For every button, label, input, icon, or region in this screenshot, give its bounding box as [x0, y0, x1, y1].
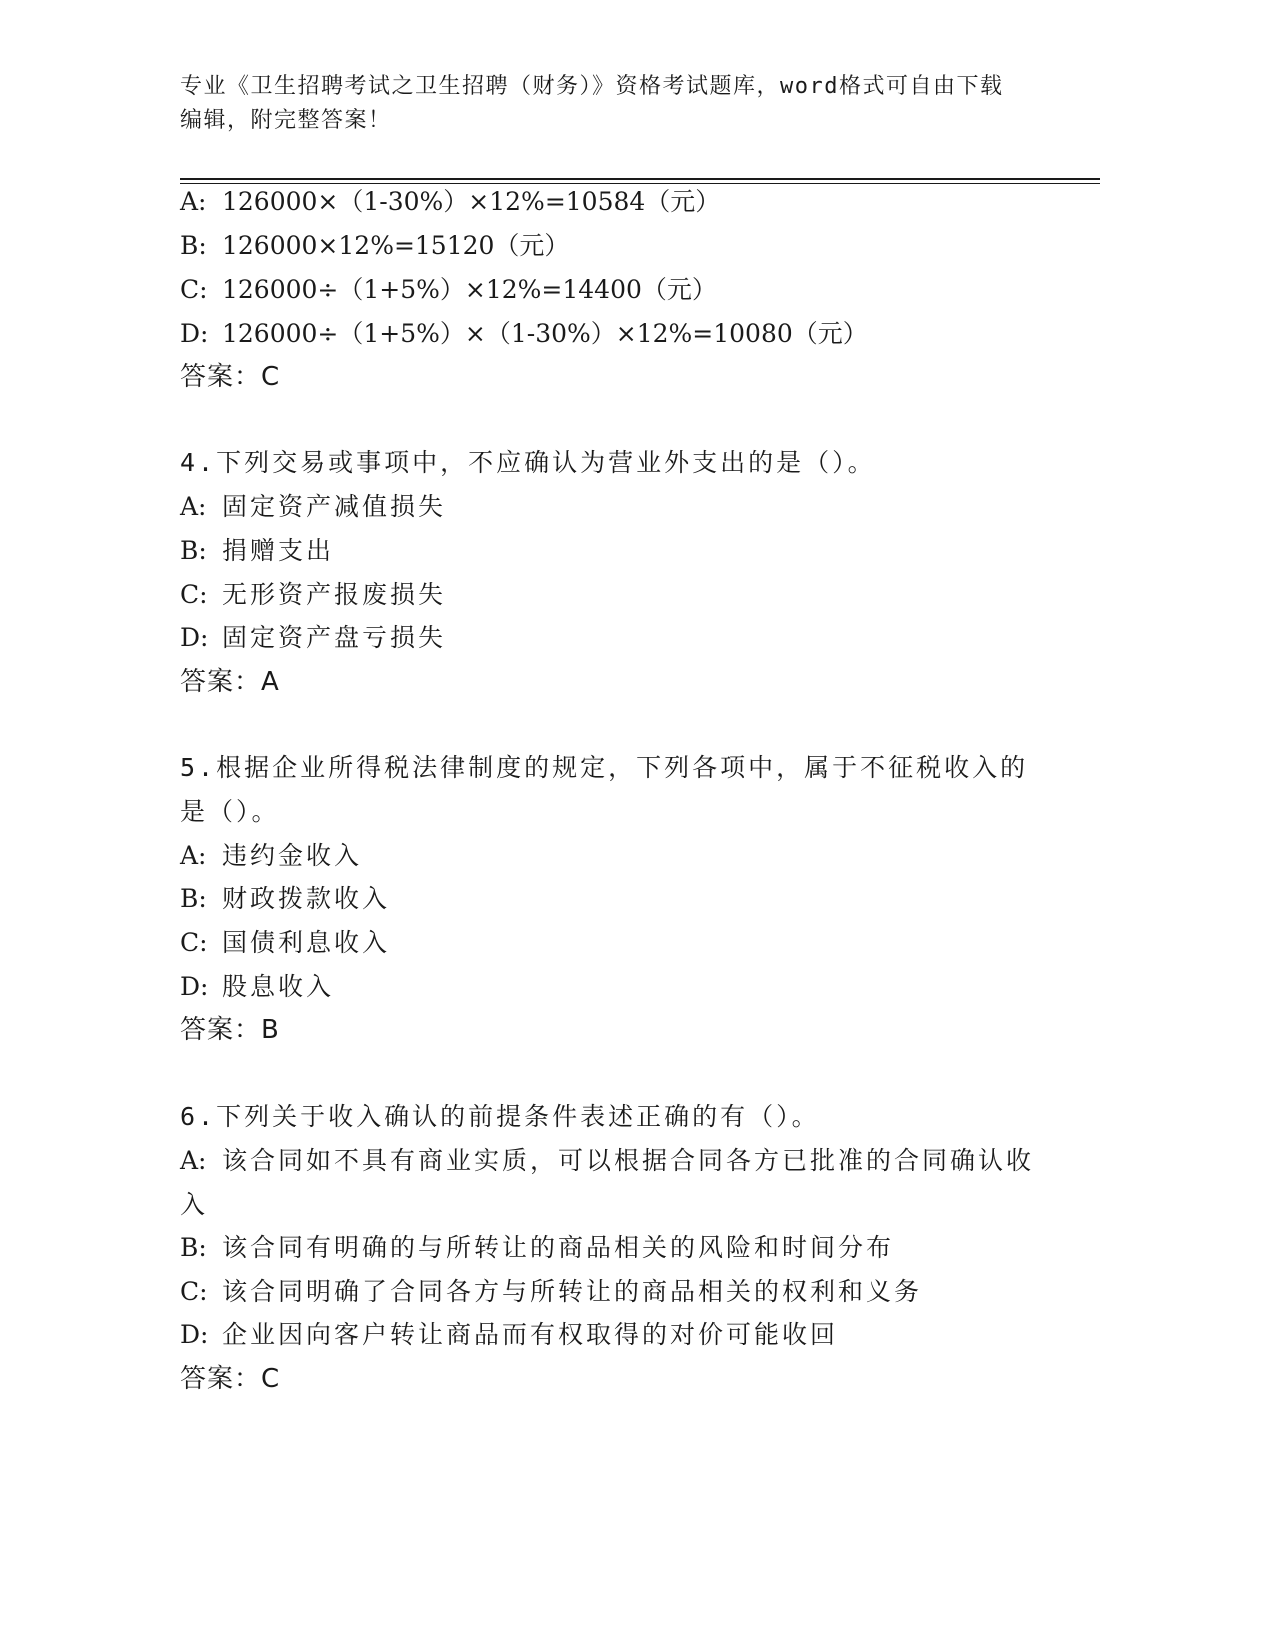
- q5-option-a: A: 违约金收入: [180, 841, 363, 870]
- q4-option-a: A: 固定资产减值损失: [180, 492, 447, 521]
- q5-stem-line-1: 5.根据企业所得税法律制度的规定，下列各项中，属于不征税收入的: [180, 753, 1029, 782]
- header-line-2: 编辑，附完整答案！: [180, 108, 392, 133]
- header-divider-thin: [180, 183, 1100, 184]
- header-divider-thick: [180, 178, 1100, 180]
- q6-option-d: D: 企业因向客户转让商品而有权取得的对价可能收回: [180, 1320, 839, 1349]
- q5-stem-line-2: 是（）。: [180, 797, 280, 826]
- q6-option-a-continued: 入: [180, 1190, 209, 1219]
- q6-option-b: B: 该合同有明确的与所转让的商品相关的风险和时间分布: [180, 1233, 895, 1262]
- q6-stem: 6.下列关于收入确认的前提条件表述正确的有（）。: [180, 1102, 820, 1131]
- q5-option-b: B: 财政拨款收入: [180, 884, 391, 913]
- q4-answer: 答案：A: [180, 667, 280, 697]
- q4-option-c: C: 无形资产报废损失: [180, 580, 447, 609]
- q5-option-d: D: 股息收入: [180, 972, 335, 1001]
- q5-option-c: C: 国债利息收入: [180, 928, 391, 957]
- q6-option-a: A: 该合同如不具有商业实质，可以根据合同各方已批准的合同确认收: [180, 1146, 1035, 1175]
- q4-option-d: D: 固定资产盘亏损失: [180, 623, 447, 652]
- q3-option-a: A: 126000×（1-30%）×12%=10584（元）: [180, 187, 721, 216]
- q5-answer: 答案：B: [180, 1015, 280, 1045]
- q3-option-c: C: 126000÷（1+5%）×12%=14400（元）: [180, 275, 717, 304]
- header-line-1: 专业《卫生招聘考试之卫生招聘（财务）》资格考试题库，word格式可自由下载: [180, 74, 1004, 99]
- q6-option-c: C: 该合同明确了合同各方与所转让的商品相关的权利和义务: [180, 1277, 923, 1306]
- document-header: [180, 70, 1080, 138]
- q3-option-b: B: 126000×12%=15120（元）: [180, 231, 570, 260]
- q3-option-d: D: 126000÷（1+5%）×（1-30%）×12%=10080（元）: [180, 319, 868, 348]
- q4-stem: 4.下列交易或事项中，不应确认为营业外支出的是（）。: [180, 448, 876, 477]
- q3-answer: 答案：C: [180, 362, 281, 392]
- q6-answer: 答案：C: [180, 1364, 281, 1394]
- q4-option-b: B: 捐赠支出: [180, 536, 335, 565]
